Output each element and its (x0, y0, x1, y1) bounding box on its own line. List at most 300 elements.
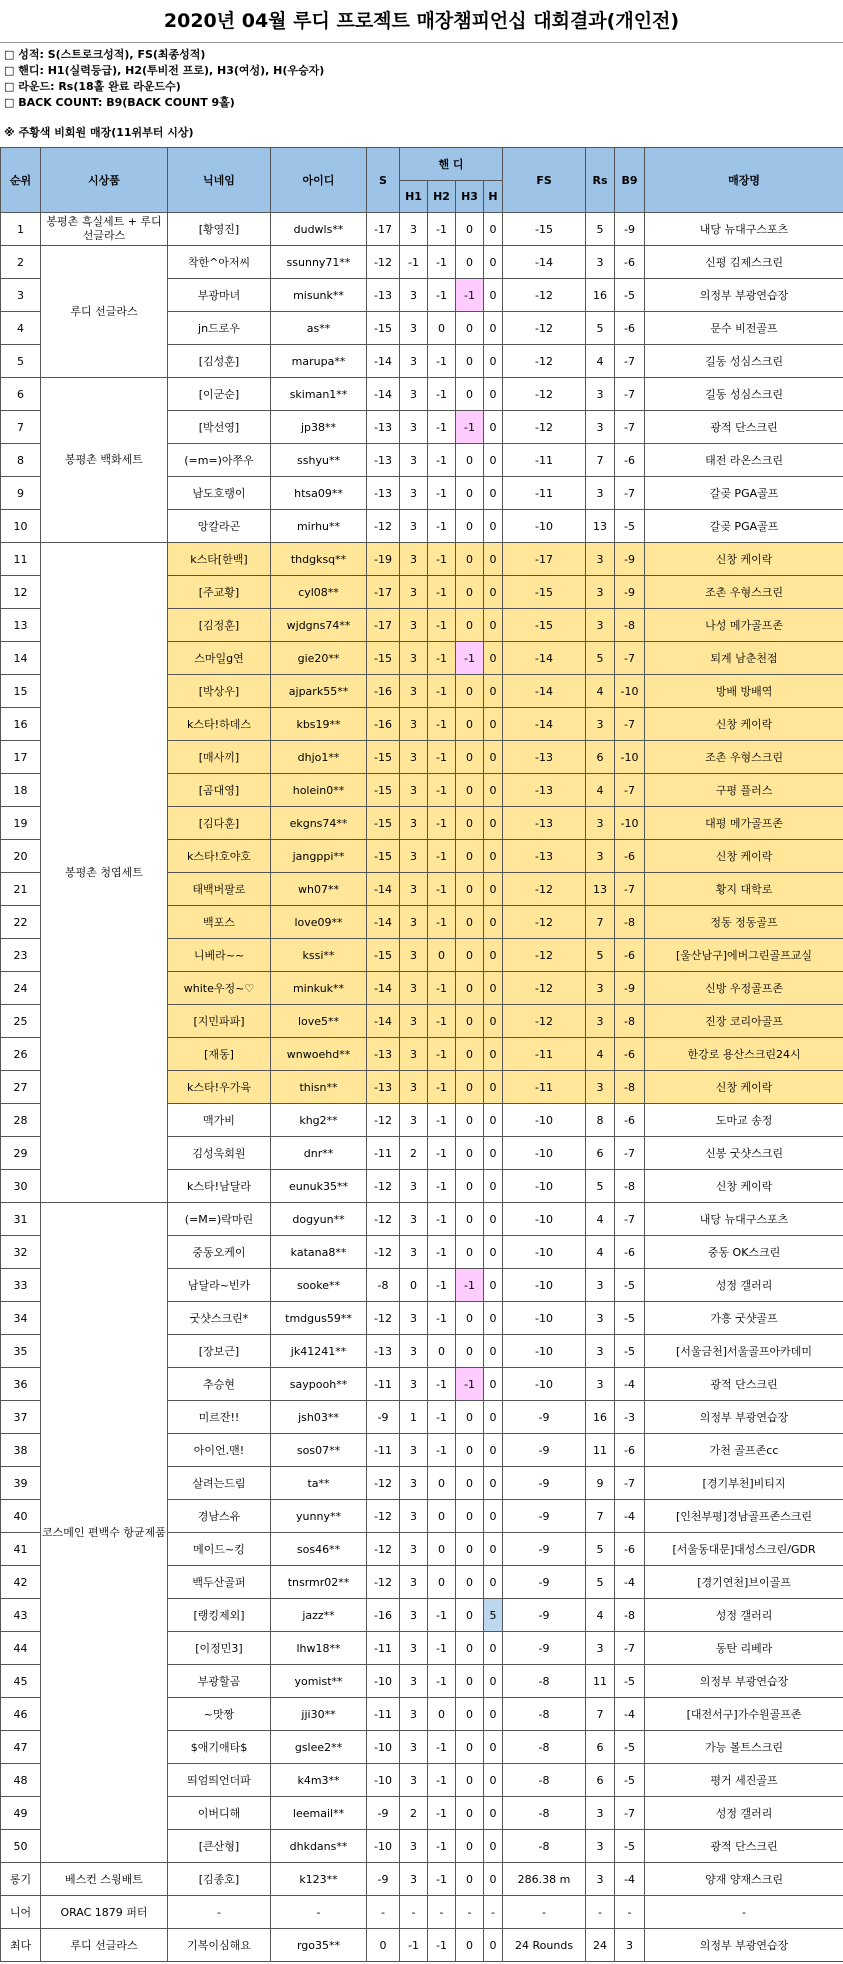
s-cell: -11 (367, 1698, 400, 1731)
h3-cell: 0 (456, 312, 484, 345)
s-cell: -15 (367, 312, 400, 345)
h3-cell: 0 (456, 1236, 484, 1269)
h2-cell: -1 (428, 213, 456, 246)
b9-cell: -6 (615, 444, 645, 477)
rank-cell: 14 (1, 642, 41, 675)
nick-cell: [이정민3] (168, 1632, 271, 1665)
store-cell: [대전서구]가수원골프존 (645, 1698, 843, 1731)
rs-cell: 16 (586, 279, 615, 312)
fs-cell: 286.38 m (503, 1863, 586, 1896)
s-cell: -16 (367, 1599, 400, 1632)
fs-cell: -12 (503, 939, 586, 972)
b9-cell: -10 (615, 807, 645, 840)
fs-cell: -9 (503, 1632, 586, 1665)
h1-cell: -1 (400, 1929, 428, 1962)
nick-cell: [곰대영] (168, 774, 271, 807)
id-cell: lhw18** (271, 1632, 367, 1665)
h3-cell: 0 (456, 1731, 484, 1764)
rank-cell: 3 (1, 279, 41, 312)
fs-cell: -10 (503, 1368, 586, 1401)
h2-cell: -1 (428, 345, 456, 378)
h-cell: 0 (484, 1335, 503, 1368)
s-cell: -14 (367, 906, 400, 939)
store-cell: 신창 케이락 (645, 543, 843, 576)
id-cell: cyl08** (271, 576, 367, 609)
b9-cell: -6 (615, 1434, 645, 1467)
fs-cell: -9 (503, 1566, 586, 1599)
h1-cell: 3 (400, 477, 428, 510)
rs-cell: 3 (586, 840, 615, 873)
fs-cell: -12 (503, 279, 586, 312)
s-cell: -19 (367, 543, 400, 576)
fs-cell: -10 (503, 1104, 586, 1137)
nick-cell: [큰산형] (168, 1830, 271, 1863)
b9-cell: -4 (615, 1500, 645, 1533)
h2-cell: -1 (428, 1434, 456, 1467)
b9-cell: -9 (615, 576, 645, 609)
store-cell: 태전 라온스크린 (645, 444, 843, 477)
store-cell: 문수 비전골프 (645, 312, 843, 345)
h3-cell: 0 (456, 708, 484, 741)
h1-cell: 3 (400, 213, 428, 246)
prize-cell: 루디 선글라스 (41, 246, 168, 378)
h3-cell: 0 (456, 972, 484, 1005)
nick-cell: 백포스 (168, 906, 271, 939)
rank-cell: 34 (1, 1302, 41, 1335)
id-cell: jazz** (271, 1599, 367, 1632)
h1-cell: 3 (400, 642, 428, 675)
store-cell: 방배 방배역 (645, 675, 843, 708)
id-cell: sshyu** (271, 444, 367, 477)
h1-cell: 3 (400, 1500, 428, 1533)
store-cell: [서울금천]서울골프아카데미 (645, 1335, 843, 1368)
h1-cell: 3 (400, 609, 428, 642)
h-cell: 0 (484, 1005, 503, 1038)
rs-cell: 3 (586, 477, 615, 510)
h1-cell: 3 (400, 1863, 428, 1896)
s-cell: -11 (367, 1137, 400, 1170)
store-cell: [인천부평]경남골프존스크린 (645, 1500, 843, 1533)
h3-cell: 0 (456, 1863, 484, 1896)
rank-cell: 18 (1, 774, 41, 807)
id-cell: - (271, 1896, 367, 1929)
h2-cell: -1 (428, 1170, 456, 1203)
h-cell: 0 (484, 1929, 503, 1962)
store-cell: 의정부 부광연습장 (645, 1401, 843, 1434)
rank-cell: 롱기 (1, 1863, 41, 1896)
rs-cell: 6 (586, 1137, 615, 1170)
h1-cell: 2 (400, 1797, 428, 1830)
rank-cell: 44 (1, 1632, 41, 1665)
id-cell: k123** (271, 1863, 367, 1896)
store-cell: 내당 뉴대구스포츠 (645, 1203, 843, 1236)
h-cell: 0 (484, 1764, 503, 1797)
h-cell: 0 (484, 972, 503, 1005)
b9-cell: -6 (615, 1038, 645, 1071)
rank-cell: 10 (1, 510, 41, 543)
rs-cell: 3 (586, 1797, 615, 1830)
b9-cell: -7 (615, 1203, 645, 1236)
h-cell: 0 (484, 1236, 503, 1269)
table-row (1, 543, 843, 576)
store-cell: 성정 갤러리 (645, 1599, 843, 1632)
b9-cell: -7 (615, 477, 645, 510)
nick-cell: 앙칼라곤 (168, 510, 271, 543)
table-row (1, 213, 843, 246)
rank-cell: 37 (1, 1401, 41, 1434)
h1-cell: 3 (400, 576, 428, 609)
h1-cell: 3 (400, 1203, 428, 1236)
h1-cell: 3 (400, 1071, 428, 1104)
id-cell: eunuk35** (271, 1170, 367, 1203)
store-cell: 광적 단스크린 (645, 1830, 843, 1863)
store-cell: 평거 세진골프 (645, 1764, 843, 1797)
h3-cell: 0 (456, 1467, 484, 1500)
b9-cell: -10 (615, 675, 645, 708)
h3-cell: 0 (456, 609, 484, 642)
store-cell: [경기연천]브이골프 (645, 1566, 843, 1599)
nick-cell: [박상우] (168, 675, 271, 708)
rs-cell: 3 (586, 1071, 615, 1104)
rs-cell: 13 (586, 873, 615, 906)
h-cell: 0 (484, 1830, 503, 1863)
table-row (1, 1203, 843, 1236)
fs-cell: -12 (503, 972, 586, 1005)
h-cell: 5 (484, 1599, 503, 1632)
rs-cell: 13 (586, 510, 615, 543)
store-cell: 조촌 우형스크린 (645, 576, 843, 609)
rs-cell: 5 (586, 1566, 615, 1599)
store-cell: 진장 코리아골프 (645, 1005, 843, 1038)
h-cell: 0 (484, 1665, 503, 1698)
s-cell: -8 (367, 1269, 400, 1302)
header-b9: B9 (615, 148, 645, 213)
rs-cell: 3 (586, 807, 615, 840)
h3-cell: 0 (456, 939, 484, 972)
rs-cell: 16 (586, 1401, 615, 1434)
id-cell: holein0** (271, 774, 367, 807)
nick-cell: 미르잔!! (168, 1401, 271, 1434)
b9-cell: -8 (615, 906, 645, 939)
header-prize: 시상품 (41, 148, 168, 213)
prize-cell: 봉평촌 청엽세트 (41, 543, 168, 1203)
h3-cell: 0 (456, 477, 484, 510)
nick-cell: k스타!남달라 (168, 1170, 271, 1203)
b9-cell: -5 (615, 1830, 645, 1863)
header-h1: H1 (400, 181, 428, 213)
b9-cell: -4 (615, 1368, 645, 1401)
nick-cell: [지민파파] (168, 1005, 271, 1038)
rank-cell: 25 (1, 1005, 41, 1038)
h-cell: 0 (484, 1566, 503, 1599)
b9-cell: 3 (615, 1929, 645, 1962)
store-cell: 가흥 굿샷골프 (645, 1302, 843, 1335)
page-title: 2020년 04월 루디 프로젝트 매장챔피언십 대회결과(개인전) (0, 0, 843, 43)
id-cell: dhkdans** (271, 1830, 367, 1863)
rank-cell: 16 (1, 708, 41, 741)
h2-cell: -1 (428, 543, 456, 576)
h1-cell: 3 (400, 1698, 428, 1731)
b9-cell: -4 (615, 1698, 645, 1731)
h3-cell: 0 (456, 840, 484, 873)
nick-cell: 백두산골퍼 (168, 1566, 271, 1599)
fs-cell: -11 (503, 477, 586, 510)
rs-cell: 3 (586, 708, 615, 741)
h1-cell: 3 (400, 1038, 428, 1071)
h-cell: 0 (484, 1104, 503, 1137)
b9-cell: -7 (615, 642, 645, 675)
header-id: 아이디 (271, 148, 367, 213)
h2-cell: -1 (428, 576, 456, 609)
h-cell: 0 (484, 279, 503, 312)
h1-cell: -1 (400, 246, 428, 279)
h1-cell: 3 (400, 1665, 428, 1698)
h2-cell: 0 (428, 1335, 456, 1368)
h-cell: 0 (484, 477, 503, 510)
h1-cell: 3 (400, 1236, 428, 1269)
h-cell: 0 (484, 774, 503, 807)
h2-cell: -1 (428, 1104, 456, 1137)
fs-cell: -14 (503, 642, 586, 675)
rs-cell: 3 (586, 1830, 615, 1863)
h1-cell: 3 (400, 1467, 428, 1500)
h1-cell: 3 (400, 939, 428, 972)
nick-cell: [김성훈] (168, 345, 271, 378)
b9-cell: -4 (615, 1863, 645, 1896)
fs-cell: -12 (503, 1005, 586, 1038)
nick-cell: 살려는드림 (168, 1467, 271, 1500)
h2-cell: -1 (428, 444, 456, 477)
s-cell: -17 (367, 609, 400, 642)
header-nick: 닉네임 (168, 148, 271, 213)
fs-cell: -10 (503, 1170, 586, 1203)
rs-cell: 5 (586, 939, 615, 972)
store-cell: 갈곶 PGA골프 (645, 510, 843, 543)
h2-cell: -1 (428, 1401, 456, 1434)
s-cell: -13 (367, 1335, 400, 1368)
h3-cell: 0 (456, 576, 484, 609)
store-cell: 신평 김제스크린 (645, 246, 843, 279)
h1-cell: 3 (400, 444, 428, 477)
store-cell: 가천 골프존cc (645, 1434, 843, 1467)
rank-cell: 9 (1, 477, 41, 510)
fs-cell: -12 (503, 312, 586, 345)
h1-cell: 3 (400, 708, 428, 741)
rank-cell: 36 (1, 1368, 41, 1401)
id-cell: saypooh** (271, 1368, 367, 1401)
h2-cell: -1 (428, 609, 456, 642)
nick-cell: [매사끼] (168, 741, 271, 774)
b9-cell: -9 (615, 972, 645, 1005)
s-cell: -10 (367, 1731, 400, 1764)
rs-cell: 5 (586, 642, 615, 675)
rs-cell: 9 (586, 1467, 615, 1500)
rank-cell: 35 (1, 1335, 41, 1368)
id-cell: tmdgus59** (271, 1302, 367, 1335)
rank-cell: 39 (1, 1467, 41, 1500)
b9-cell: - (615, 1896, 645, 1929)
nick-cell: [이군순] (168, 378, 271, 411)
legend-line: □ 핸디: H1(실력등급), H2(투비전 프로), H3(여성), H(우승자) (4, 64, 325, 77)
id-cell: dnr** (271, 1137, 367, 1170)
fs-cell: -12 (503, 906, 586, 939)
h-cell: 0 (484, 708, 503, 741)
id-cell: kbs19** (271, 708, 367, 741)
h-cell: 0 (484, 1137, 503, 1170)
id-cell: jji30** (271, 1698, 367, 1731)
id-cell: k4m3** (271, 1764, 367, 1797)
s-cell: -9 (367, 1863, 400, 1896)
id-cell: leemail** (271, 1797, 367, 1830)
s-cell: -10 (367, 1830, 400, 1863)
fs-cell: -11 (503, 1038, 586, 1071)
h3-cell: 0 (456, 1137, 484, 1170)
b9-cell: -5 (615, 510, 645, 543)
h-cell: 0 (484, 246, 503, 279)
nick-cell: (=m=)아쭈우 (168, 444, 271, 477)
b9-cell: -6 (615, 246, 645, 279)
rank-cell: 26 (1, 1038, 41, 1071)
store-cell: 정동 정동골프 (645, 906, 843, 939)
h-cell: 0 (484, 1302, 503, 1335)
h3-cell: 0 (456, 675, 484, 708)
id-cell: love5** (271, 1005, 367, 1038)
h3-cell: 0 (456, 1566, 484, 1599)
rs-cell: 11 (586, 1434, 615, 1467)
rank-cell: 41 (1, 1533, 41, 1566)
store-cell: 의정부 부광연습장 (645, 1665, 843, 1698)
h2-cell: -1 (428, 774, 456, 807)
b9-cell: -7 (615, 873, 645, 906)
nick-cell: [주교황] (168, 576, 271, 609)
s-cell: -14 (367, 345, 400, 378)
fs-cell: -11 (503, 444, 586, 477)
rank-cell: 31 (1, 1203, 41, 1236)
h2-cell: -1 (428, 840, 456, 873)
h2-cell: -1 (428, 741, 456, 774)
b9-cell: -7 (615, 1632, 645, 1665)
header-h2: H2 (428, 181, 456, 213)
h3-cell: -1 (456, 1269, 484, 1302)
id-cell: jangppi** (271, 840, 367, 873)
h-cell: - (484, 1896, 503, 1929)
h3-cell: 0 (456, 510, 484, 543)
h1-cell: 3 (400, 411, 428, 444)
nick-cell: white우정~♡ (168, 972, 271, 1005)
s-cell: -12 (367, 1467, 400, 1500)
store-cell: [경기부천]비티지 (645, 1467, 843, 1500)
s-cell: -12 (367, 1566, 400, 1599)
nick-cell: k스타!하데스 (168, 708, 271, 741)
h3-cell: 0 (456, 1104, 484, 1137)
h3-cell: 0 (456, 1533, 484, 1566)
id-cell: kssi** (271, 939, 367, 972)
id-cell: wh07** (271, 873, 367, 906)
rs-cell: 3 (586, 1863, 615, 1896)
h3-cell: 0 (456, 1335, 484, 1368)
rs-cell: 6 (586, 1764, 615, 1797)
id-cell: gslee2** (271, 1731, 367, 1764)
nick-cell: - (168, 1896, 271, 1929)
h2-cell: -1 (428, 1203, 456, 1236)
b9-cell: -5 (615, 1302, 645, 1335)
h3-cell: 0 (456, 807, 484, 840)
h1-cell: 3 (400, 1170, 428, 1203)
h1-cell: 3 (400, 1533, 428, 1566)
s-cell: -12 (367, 246, 400, 279)
s-cell: -12 (367, 1302, 400, 1335)
b9-cell: -5 (615, 1764, 645, 1797)
nick-cell: [김정훈] (168, 609, 271, 642)
store-cell: 성정 갤러리 (645, 1797, 843, 1830)
id-cell: wnwoehd** (271, 1038, 367, 1071)
b9-cell: -5 (615, 1731, 645, 1764)
nick-cell: 메이드~킹 (168, 1533, 271, 1566)
rs-cell: 3 (586, 1269, 615, 1302)
h1-cell: 0 (400, 1269, 428, 1302)
s-cell: -12 (367, 1203, 400, 1236)
nick-cell: 추승현 (168, 1368, 271, 1401)
h1-cell: 3 (400, 1764, 428, 1797)
fs-cell: -15 (503, 609, 586, 642)
h-cell: 0 (484, 1203, 503, 1236)
h1-cell: 3 (400, 345, 428, 378)
id-cell: jsh03** (271, 1401, 367, 1434)
rank-cell: 11 (1, 543, 41, 576)
h1-cell: 3 (400, 1731, 428, 1764)
s-cell: -12 (367, 1500, 400, 1533)
h-cell: 0 (484, 345, 503, 378)
id-cell: wjdgns74** (271, 609, 367, 642)
rank-cell: 19 (1, 807, 41, 840)
h3-cell: -1 (456, 642, 484, 675)
rs-cell: 7 (586, 906, 615, 939)
fs-cell: -17 (503, 543, 586, 576)
s-cell: -15 (367, 741, 400, 774)
h3-cell: 0 (456, 1203, 484, 1236)
nick-cell: 김성욱회원 (168, 1137, 271, 1170)
b9-cell: -7 (615, 1467, 645, 1500)
h2-cell: -1 (428, 1764, 456, 1797)
s-cell: 0 (367, 1929, 400, 1962)
id-cell: rgo35** (271, 1929, 367, 1962)
fs-cell: -9 (503, 1401, 586, 1434)
fs-cell: -9 (503, 1500, 586, 1533)
id-cell: ajpark55** (271, 675, 367, 708)
h-cell: 0 (484, 1698, 503, 1731)
rs-cell: 24 (586, 1929, 615, 1962)
fs-cell: -10 (503, 1137, 586, 1170)
b9-cell: -10 (615, 741, 645, 774)
nick-cell: 스마일g연 (168, 642, 271, 675)
store-cell: 신봉 굿샷스크린 (645, 1137, 843, 1170)
store-cell: 나성 메가골프존 (645, 609, 843, 642)
nick-cell: 맥가비 (168, 1104, 271, 1137)
header-h: H (484, 181, 503, 213)
store-cell: 동탄 리베라 (645, 1632, 843, 1665)
nick-cell: 착한^아저씨 (168, 246, 271, 279)
s-cell: -16 (367, 708, 400, 741)
nick-cell: ~맛짱 (168, 1698, 271, 1731)
h3-cell: 0 (456, 543, 484, 576)
nick-cell: 기복이심해요 (168, 1929, 271, 1962)
h3-cell: 0 (456, 1170, 484, 1203)
h2-cell: -1 (428, 1236, 456, 1269)
h2-cell: -1 (428, 246, 456, 279)
fs-cell: -13 (503, 741, 586, 774)
b9-cell: -8 (615, 1005, 645, 1038)
rs-cell: 3 (586, 1632, 615, 1665)
